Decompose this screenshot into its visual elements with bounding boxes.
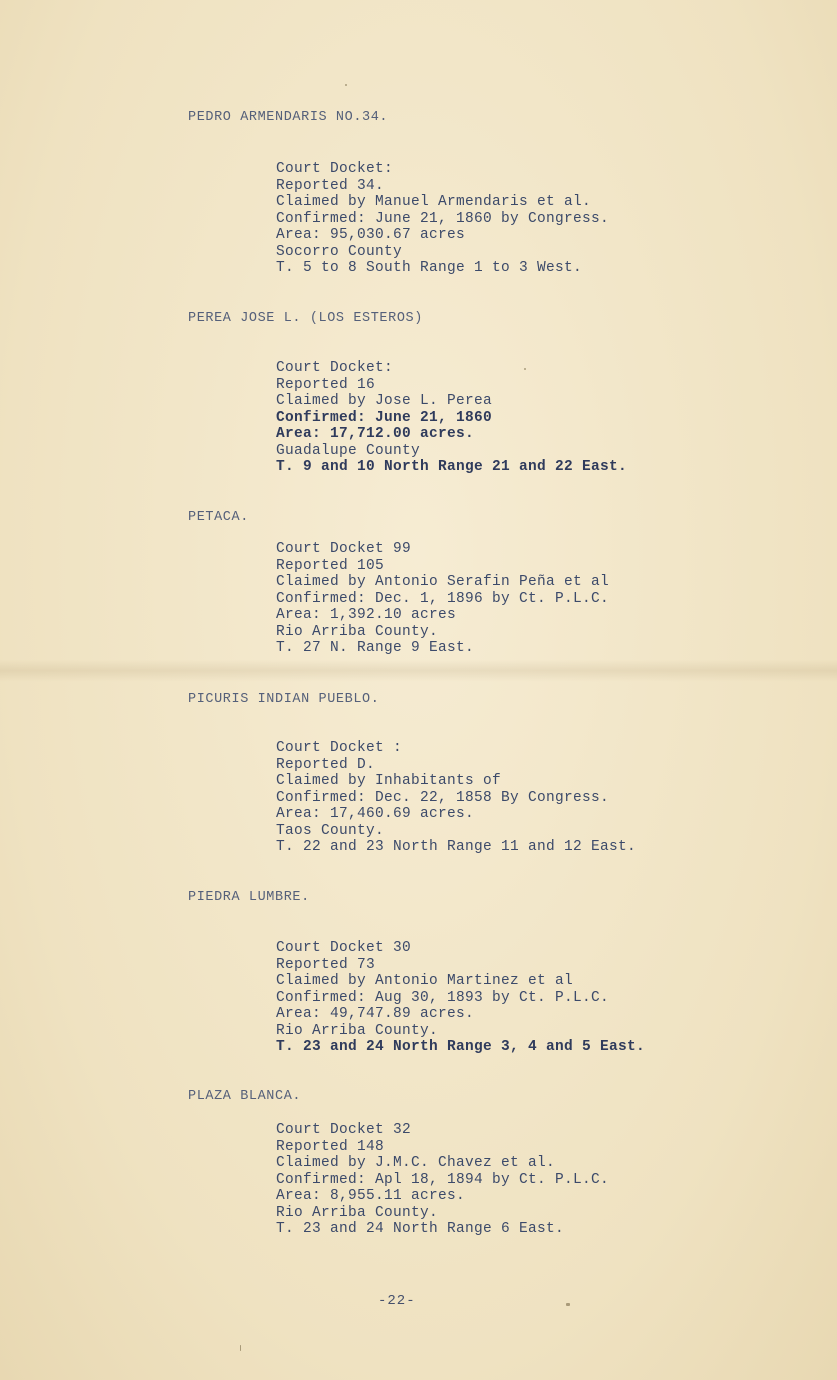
- township-range-line: T. 27 N. Range 9 East.: [276, 640, 475, 656]
- paper-speck: [566, 1303, 570, 1306]
- claimed-line: Claimed by Antonio Serafin Peña et al: [276, 574, 610, 590]
- reported-line: Reported D.: [276, 756, 376, 773]
- confirmed-line: Confirmed: Apl 18, 1894 by Ct. P.L.C.: [276, 1171, 610, 1188]
- county-line: Socorro County: [276, 243, 403, 260]
- reported-line: Reported 105: [276, 557, 385, 574]
- township-range-line: T. 9 and 10 North Range 21 and 22 East.: [276, 459, 628, 475]
- court-docket-line: Court Docket 32: [276, 1122, 412, 1138]
- county-line: Guadalupe County: [276, 442, 421, 459]
- area-line: Area: 95,030.67 acres: [276, 227, 466, 243]
- area-line: Area: 17,712.00 acres.: [276, 426, 475, 442]
- paper-speck: [345, 84, 347, 86]
- court-docket-line: Court Docket :: [276, 740, 403, 756]
- entry-heading: PEREA JOSE L. (LOS ESTEROS): [188, 311, 423, 326]
- claimed-line: Claimed by Manuel Armendaris et al.: [276, 194, 592, 210]
- entry-details: [276, 1122, 609, 1238]
- reported-line: Reported 73: [276, 956, 376, 973]
- paper-speck: [240, 1345, 241, 1351]
- court-docket-line: Court Docket:: [276, 360, 394, 376]
- confirmed-line: Confirmed: June 21, 1860: [276, 409, 493, 426]
- entry-heading: PEDRO ARMENDARIS NO.34.: [188, 110, 389, 125]
- township-range-line: T. 23 and 24 North Range 3, 4 and 5 East.: [276, 1039, 646, 1055]
- reported-line: Reported 34.: [276, 177, 385, 194]
- area-line: Area: 17,460.69 acres.: [276, 806, 475, 822]
- entry-heading: PIEDRA LUMBRE.: [188, 890, 310, 905]
- county-line: Rio Arriba County.: [276, 1204, 439, 1221]
- entry-heading: PETACA.: [188, 510, 249, 525]
- entry-details: [276, 940, 645, 1056]
- claimed-line: Claimed by Jose L. Perea: [276, 393, 493, 409]
- reported-line: Reported 148: [276, 1138, 385, 1155]
- confirmed-line: Confirmed: Dec. 1, 1896 by Ct. P.L.C.: [276, 590, 610, 607]
- area-line: Area: 8,955.11 acres.: [276, 1188, 466, 1204]
- county-line: Rio Arriba County.: [276, 1022, 439, 1039]
- court-docket-line: Court Docket 30: [276, 940, 412, 956]
- entry-details: [276, 161, 609, 277]
- area-line: Area: 1,392.10 acres: [276, 607, 457, 623]
- area-line: Area: 49,747.89 acres.: [276, 1006, 475, 1022]
- township-range-line: T. 23 and 24 North Range 6 East.: [276, 1221, 565, 1237]
- confirmed-line: Confirmed: June 21, 1860 by Congress.: [276, 210, 610, 227]
- court-docket-line: Court Docket:: [276, 161, 394, 177]
- confirmed-line: Confirmed: Dec. 22, 1858 By Congress.: [276, 789, 610, 806]
- entry-heading: PICURIS INDIAN PUEBLO.: [188, 692, 380, 707]
- page-number: -22-: [378, 1293, 416, 1309]
- paper-speck: [524, 368, 526, 370]
- township-range-line: T. 5 to 8 South Range 1 to 3 West.: [276, 260, 583, 276]
- claimed-line: Claimed by Inhabitants of: [276, 773, 502, 789]
- court-docket-line: Court Docket 99: [276, 541, 412, 557]
- confirmed-line: Confirmed: Aug 30, 1893 by Ct. P.L.C.: [276, 989, 610, 1006]
- county-line: Rio Arriba County.: [276, 623, 439, 640]
- entry-heading: PLAZA BLANCA.: [188, 1089, 302, 1104]
- county-line: Taos County.: [276, 822, 385, 839]
- claimed-line: Claimed by J.M.C. Chavez et al.: [276, 1155, 556, 1171]
- entry-details: [276, 360, 627, 476]
- township-range-line: T. 22 and 23 North Range 11 and 12 East.: [276, 839, 637, 855]
- reported-line: Reported 16: [276, 376, 376, 393]
- entry-details: [276, 541, 609, 657]
- entry-details: [276, 740, 636, 856]
- claimed-line: Claimed by Antonio Martinez et al: [276, 973, 574, 989]
